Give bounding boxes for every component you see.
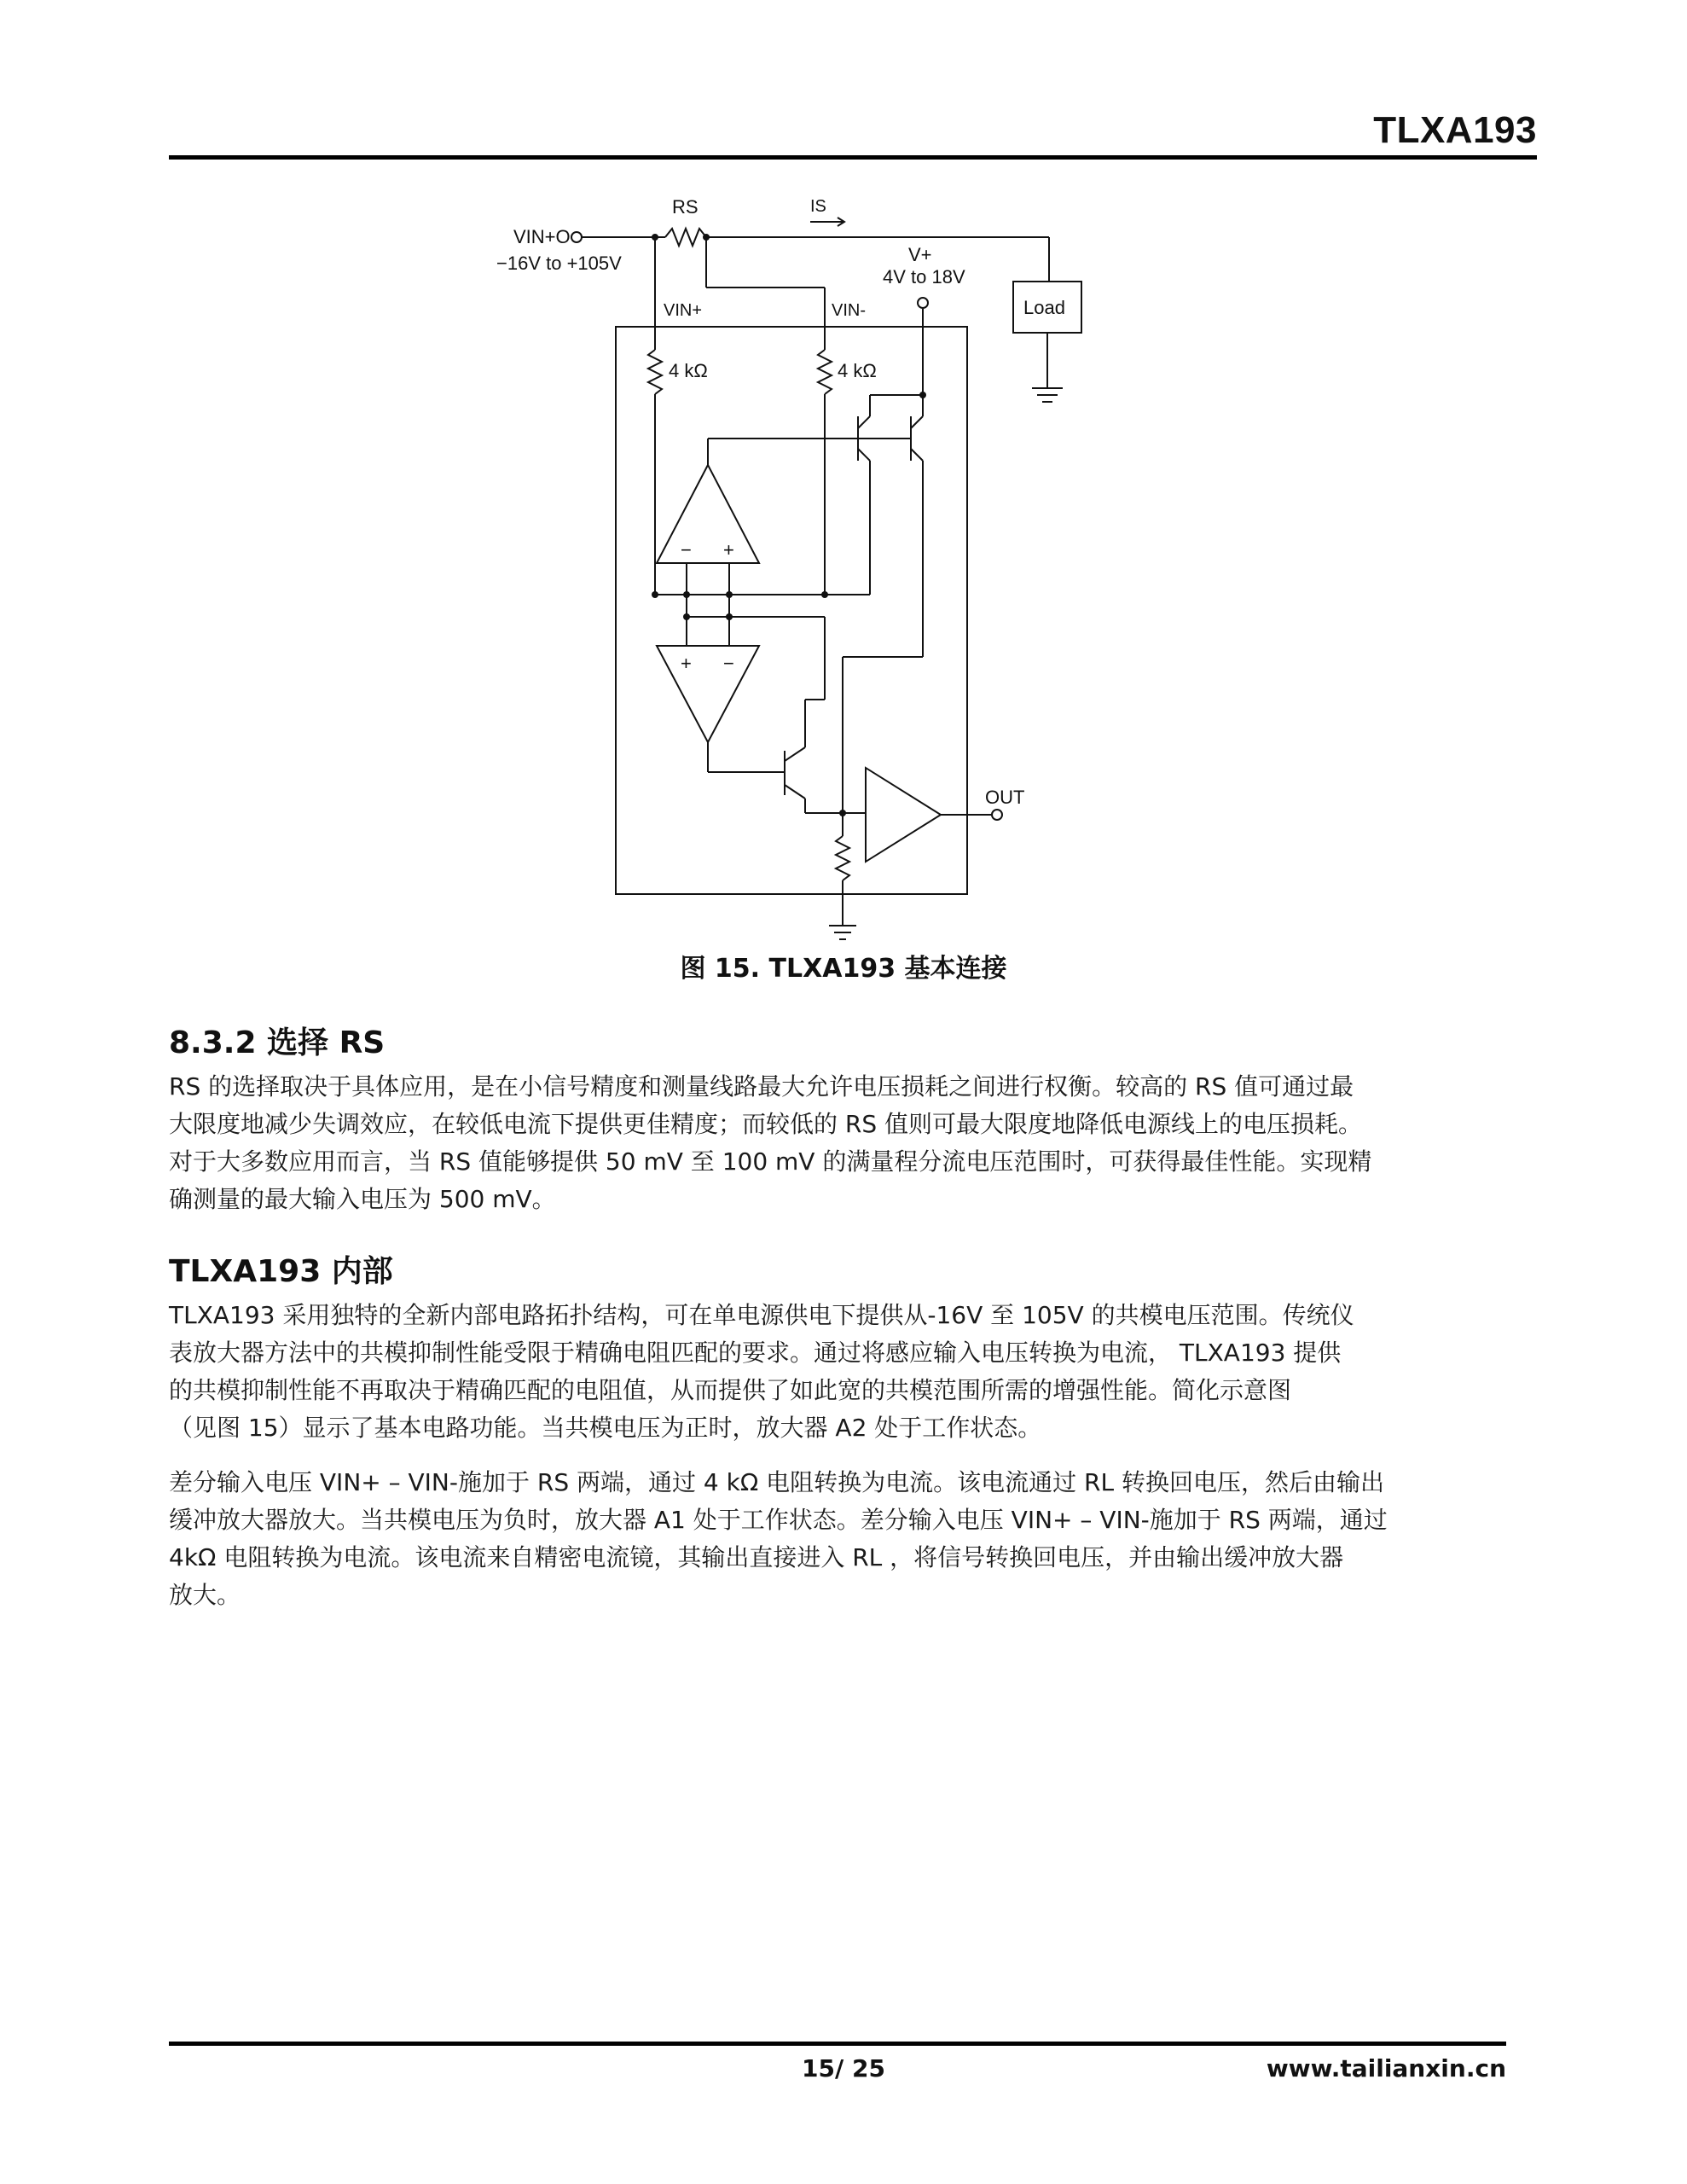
label-rs: RS: [672, 196, 699, 218]
paragraph-line: 表放大器方法中的共模抑制性能受限于精确电阻匹配的要求。通过将感应输入电压转换为电流， TLXA193 提供: [169, 1339, 1342, 1367]
paragraph-line: TLXA193 采用独特的全新内部电路拓扑结构，可在单电源供电下提供从-16V 至 105V 的共模电压范围。传统仪: [169, 1301, 1354, 1329]
figure-caption: 图 15. TLXA193 基本连接: [680, 954, 1007, 984]
amplifier-a2: [657, 646, 759, 742]
page-number: 15/ 25: [802, 2054, 885, 2082]
label-vin-source: VIN+O: [513, 226, 571, 247]
circuit-diagram: [478, 188, 1160, 956]
rl-resistor: [836, 836, 849, 880]
label-a1-minus: −: [681, 539, 692, 561]
label-is: IS: [810, 197, 826, 216]
label-vplus: V+: [908, 244, 932, 265]
amplifier-a1: [657, 465, 759, 563]
paragraph-internal-2: [169, 1464, 1516, 1614]
paragraph-line: 大限度地减少失调效应，在较低电流下提供更佳精度；而较低的 RS 值则可最大限度地降低电源线上的电压损耗。: [169, 1110, 1363, 1138]
rs-resistor: [665, 229, 706, 246]
section-heading-internal: TLXA193 内部: [169, 1254, 393, 1289]
paragraph-line: 4kΩ 电阻转换为电流。该电流来自精密电流镜，其输出直接进入 RL ，将信号转换回电压，并由输出缓冲放大器: [169, 1543, 1344, 1571]
label-vin-plus: VIN+: [664, 301, 703, 320]
paragraph-line: 对于大多数应用而言，当 RS 值能够提供 50 mV 至 100 mV 的满量程分流电压范围时，可获得最佳性能。实现精: [169, 1147, 1372, 1176]
label-out: OUT: [985, 787, 1025, 808]
output-buffer: [866, 768, 941, 862]
label-load: Load: [1023, 297, 1065, 318]
ic-outline: [616, 327, 967, 894]
paragraph-line: 的共模抑制性能不再取决于精确匹配的电阻值，从而提供了如此宽的共模范围所需的增强性能。简化示意图: [169, 1376, 1292, 1404]
label-a1-plus: +: [723, 539, 734, 561]
label-a2-plus: +: [681, 653, 692, 674]
footer-website-link[interactable]: www.tailianxin.cn: [1266, 2054, 1506, 2082]
label-vin-range: −16V to +105V: [496, 253, 622, 274]
label-vin-minus: VIN-: [832, 301, 866, 320]
paragraph-rs: [169, 1068, 1516, 1218]
paragraph-line: 差分输入电压 VIN+ – VIN-施加于 RS 两端，通过 4 kΩ 电阻转换为电流。该电流通过 RL 转换回电压，然后由输出: [169, 1468, 1384, 1496]
label-a2-minus: −: [723, 653, 734, 674]
section-heading-rs: 8.3.2 选择 RS: [169, 1025, 386, 1060]
document-title: TLXA193: [1373, 109, 1537, 151]
r1-resistor: [648, 350, 662, 394]
paragraph-internal-1: [169, 1297, 1516, 1447]
label-r1: 4 kΩ: [669, 360, 708, 381]
header-divider: [169, 155, 1537, 160]
paragraph-line: （见图 15）显示了基本电路功能。当共模电压为正时，放大器 A2 处于工作状态。: [169, 1414, 1042, 1442]
footer-divider: [169, 2042, 1506, 2046]
paragraph-line: RS 的选择取决于具体应用，是在小信号精度和测量线路最大允许电压损耗之间进行权衡。较高的 RS 值可通过最: [169, 1072, 1354, 1101]
paragraph-line: 放大。: [169, 1581, 241, 1609]
r2-resistor: [818, 350, 832, 394]
label-r2: 4 kΩ: [838, 360, 877, 381]
paragraph-line: 确测量的最大输入电压为 500 mV。: [169, 1185, 556, 1213]
paragraph-line: 缓冲放大器放大。当共模电压为负时，放大器 A1 处于工作状态。差分输入电压 VIN+ – VIN-施加于 RS 两端，通过: [169, 1506, 1388, 1534]
label-vplus-range: 4V to 18V: [883, 266, 965, 288]
